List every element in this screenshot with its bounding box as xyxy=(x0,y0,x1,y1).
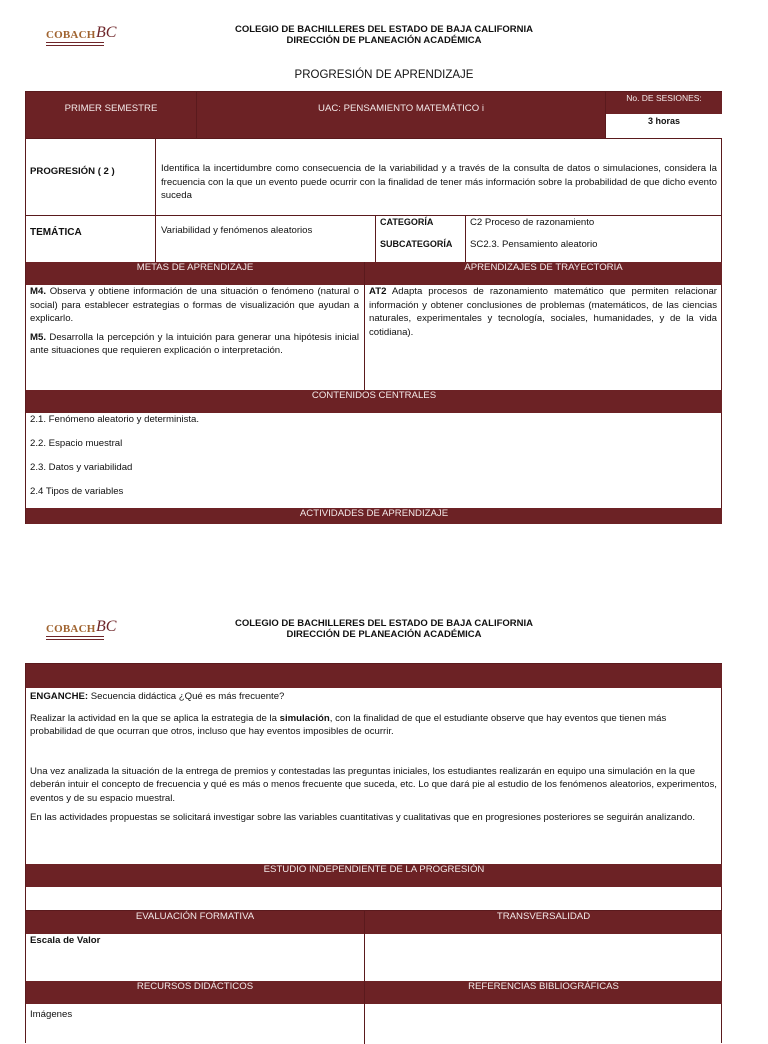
central-contents-header: CONTENIDOS CENTRALES xyxy=(26,390,722,413)
transversality-header: TRANSVERSALIDAD xyxy=(364,911,722,934)
sessions-value: 3 horas xyxy=(605,114,722,138)
uac-cell: UAC: PENSAMIENTO MATEMÁTICO i xyxy=(196,92,605,138)
goals-content xyxy=(26,285,364,390)
bibliography-value xyxy=(364,1004,722,1044)
independent-study-content xyxy=(26,887,722,911)
category-values xyxy=(465,216,722,262)
progression-row xyxy=(26,138,722,216)
hook-line: ENGANCHE: Secuencia didáctica ¿Qué es más frecuente? xyxy=(30,691,285,702)
didactic-resources-header: RECURSOS DIDÁCTICOS xyxy=(26,981,364,1004)
thematic-value: Variabilidad y fenómenos aleatorios xyxy=(155,216,375,262)
page-2 xyxy=(0,596,768,1024)
institution-name: COLEGIO DE BACHILLERES DEL ESTADO DE BAJA CALIFORNIA xyxy=(234,618,534,629)
goals-header: METAS DE APRENDIZAJE xyxy=(26,262,364,285)
bibliography-header: REFERENCIAS BIBLIOGRÁFICAS xyxy=(364,981,722,1004)
category-label: CATEGORÍA xyxy=(380,217,434,227)
logo-accent: BC xyxy=(96,618,117,635)
progression-label: PROGRESIÓN ( 2 ) xyxy=(30,166,115,177)
goal-m5: M5. Desarrolla la percepción y la intuición para generar una hipótesis inicial ante situaciones que requieren explicación o interpretación. xyxy=(30,331,359,357)
activities-top-bar xyxy=(26,664,722,688)
category-value: C2 Proceso de razonamiento xyxy=(470,217,595,228)
subcategory-label: SUBCATEGORÍA xyxy=(380,239,453,249)
trajectory-at2: AT2 Adapta procesos de razonamiento matemático que permiten relacionar información y obtener conclusiones de problemas (matemáticos, de las ciencias naturales, experimentales y tecnología, sociales, humanidades, y de la vida cotidiana). xyxy=(369,286,717,338)
institution-header xyxy=(0,618,768,640)
independent-study-header: ESTUDIO INDEPENDIENTE DE LA PROGRESIÓN xyxy=(26,864,722,887)
thematic-label: TEMÁTICA xyxy=(30,227,82,238)
department-name: DIRECCIÓN DE PLANEACIÓN ACADÉMICA xyxy=(286,629,482,640)
semester-cell: PRIMER SEMESTRE xyxy=(26,92,196,138)
thematic-row xyxy=(26,215,722,262)
activities-table xyxy=(25,663,722,1043)
content-item: 2.1. Fenómeno aleatorio y determinista. xyxy=(30,414,200,425)
institution-name: COLEGIO DE BACHILLERES DEL ESTADO DE BAJA CALIFORNIA xyxy=(234,24,534,35)
transversality-value xyxy=(364,934,722,981)
trajectory-content xyxy=(364,285,722,390)
sessions-label: No. DE SESIONES: xyxy=(605,92,722,114)
subcategory-value: SC2.3. Pensamiento aleatorio xyxy=(470,239,598,250)
goal-m4: M4. Observa y obtiene información de una situación o fenómeno (natural o social) para establecer estrategias o formas de visualización que ayudan a explicarlo. xyxy=(30,286,360,325)
activities-header: ACTIVIDADES DE APRENDIZAJE xyxy=(26,508,722,524)
progression-text: Identifica la incertidumbre como consecuencia de la variabilidad y a través de la consulta de datos o simulaciones, considera la frecuencia con la que un evento puede ocurrir con la finalidad de tener más información sobre la probabilidad de que dicho evento suceda xyxy=(155,139,722,216)
department-name: DIRECCIÓN DE PLANEACIÓN ACADÉMICA xyxy=(286,35,482,46)
formative-evaluation-header: EVALUACIÓN FORMATIVA xyxy=(26,911,364,934)
activity-paragraph-1: Realizar la actividad en la que se aplica la estrategia de la simulación, con la finalidad de que el estudiante observe que hay eventos que tienen más probabilidad de que ocurran que otros, incluso que hay eventos imposibles de ocurrir. xyxy=(30,712,667,738)
activities-content xyxy=(30,690,718,824)
central-contents-list xyxy=(30,413,710,503)
institution-header xyxy=(0,24,768,46)
content-item: 2.4 Tipos de variables xyxy=(30,486,124,497)
activity-paragraph-3: En las actividades propuestas se solicitará investigar sobre las variables cuantitativas y cualitativas que en progresiones posteriores se seguirán analizando. xyxy=(30,811,695,823)
didactic-resources-value: Imágenes xyxy=(30,1009,73,1020)
progression-table xyxy=(25,91,722,524)
category-labels xyxy=(375,216,465,262)
logo-name: COBACH xyxy=(46,623,96,635)
document-title: PROGRESIÓN DE APRENDIZAJE xyxy=(294,69,474,81)
content-item: 2.3. Datos y variabilidad xyxy=(30,462,133,473)
logo-accent: BC xyxy=(96,24,117,41)
activity-paragraph-2: Una vez analizada la situación de la entrega de premios y contestadas las preguntas iniciales, los estudiantes realizarán en equipo una simulación en la que deberán intuir el concepto de frecuencia y qué es más o menos frecuente que suceda, etc. Lo que dará pie al estudio de los fenómenos aleatorios, experimentos, eventos y de su espacio muestral. xyxy=(30,765,717,804)
logo-name: COBACH xyxy=(46,29,96,41)
trajectory-header: APRENDIZAJES DE TRAYECTORIA xyxy=(364,262,722,285)
content-item: 2.2. Espacio muestral xyxy=(30,438,123,449)
page-separator xyxy=(0,560,768,596)
formative-evaluation-value: Escala de Valor xyxy=(30,935,101,946)
